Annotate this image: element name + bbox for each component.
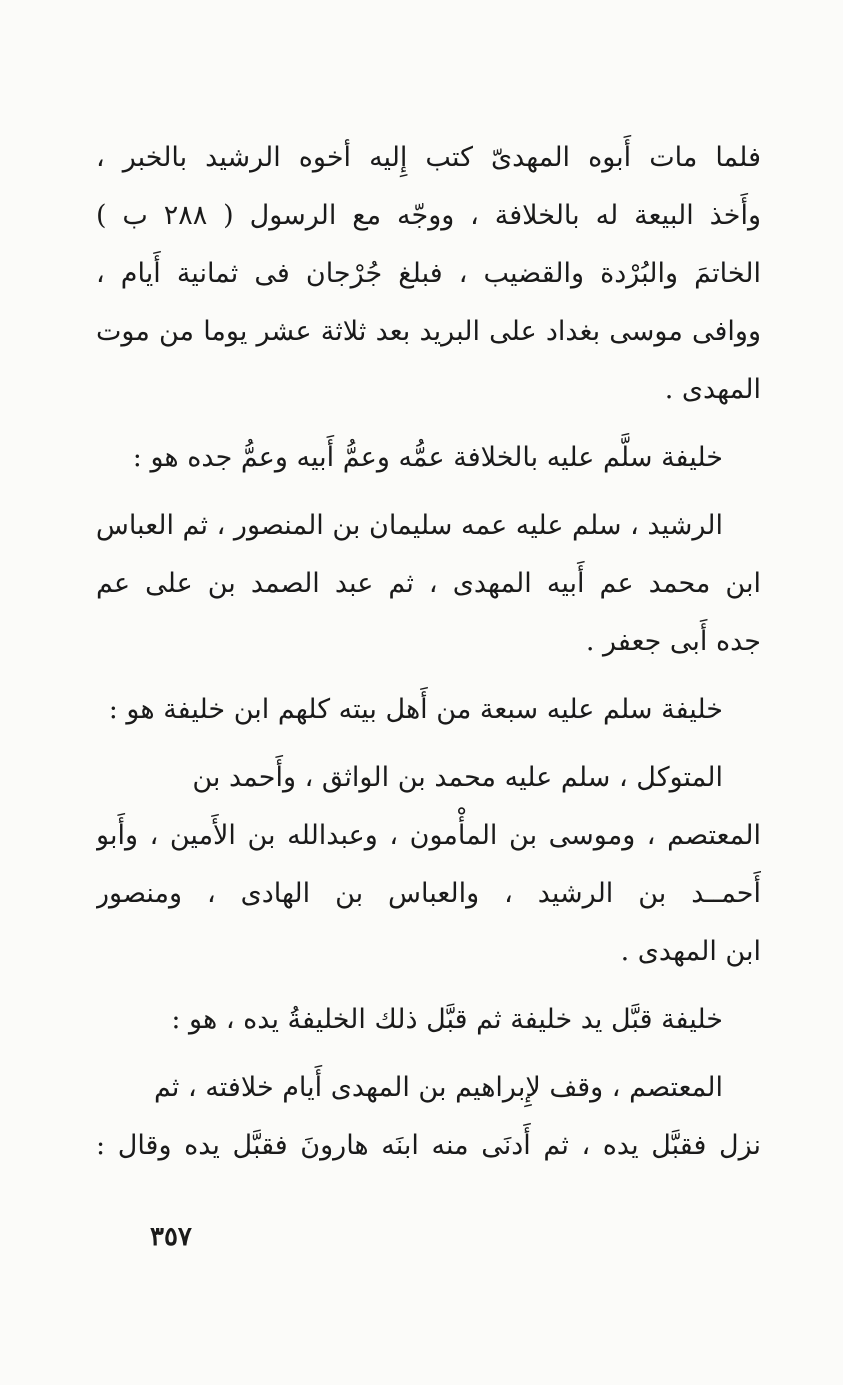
paragraph-4 bbox=[96, 1059, 761, 1175]
heading-line: خليفة سلم عليه سبعة من أَهل بيته كلهم ابن خليفة هو : bbox=[108, 694, 723, 725]
text-line: وأَخذ البيعة له بالخلافة ، ووجّه مع الرسول ( ٢٨٨ ب ) bbox=[96, 200, 761, 231]
text-block bbox=[96, 129, 761, 1175]
text-line: الخاتمَ والبُرْدة والقضيب ، فبلغ جُرْجان فى ثمانية أَيام ، bbox=[96, 258, 761, 289]
text-line: ووافى موسى بغداد على البريد بعد ثلاثة عشر يوما من موت bbox=[96, 316, 761, 347]
heading-line: خليفة قبَّل يد خليفة ثم قبَّل ذلك الخليفةُ يده ، هو : bbox=[171, 1004, 723, 1035]
text-line: جده أَبى جعفر . bbox=[585, 626, 761, 657]
paragraph-2 bbox=[96, 497, 761, 671]
text-line: المعتصم ، وموسى بن المأْمون ، وعبدالله بن الأَمين ، وأَبو bbox=[96, 820, 761, 851]
text-line: الرشيد ، سلم عليه عمه سليمان بن المنصور ، ثم العباس bbox=[96, 510, 723, 541]
text-line: المهدى . bbox=[664, 374, 761, 405]
text-line: ابن محمد عم أَبيه المهدى ، ثم عبد الصمد بن على عم bbox=[96, 568, 761, 599]
text-line: المتوكل ، سلم عليه محمد بن الواثق ، وأَحمد بن bbox=[192, 762, 723, 793]
text-line: فلما مات أَبوه المهدىّ كتب إِليه أخوه الرشيد بالخبر ، bbox=[96, 142, 761, 173]
paragraph-1 bbox=[96, 129, 761, 419]
page-number: ٣٥٧ bbox=[150, 1222, 192, 1252]
section-heading-1 bbox=[96, 429, 761, 487]
text-line: المعتصم ، وقف لإِبراهيم بن المهدى أَيام خلافته ، ثم bbox=[153, 1072, 723, 1103]
paragraph-3 bbox=[96, 749, 761, 981]
text-line: ابن المهدى . bbox=[620, 936, 761, 967]
section-heading-2 bbox=[96, 681, 761, 739]
heading-line: خليفة سلَّم عليه بالخلافة عمُّه وعمُّ أَبيه وعمُّ جده هو : bbox=[132, 442, 723, 473]
section-heading-3 bbox=[96, 991, 761, 1049]
text-line: نزل فقبَّل يده ، ثم أَدنَى منه ابنَه هارونَ فقبَّل يده وقال : bbox=[96, 1130, 761, 1161]
text-line: أَحمــد بن الرشيد ، والعباس بن الهادى ، ومنصور bbox=[96, 878, 761, 909]
